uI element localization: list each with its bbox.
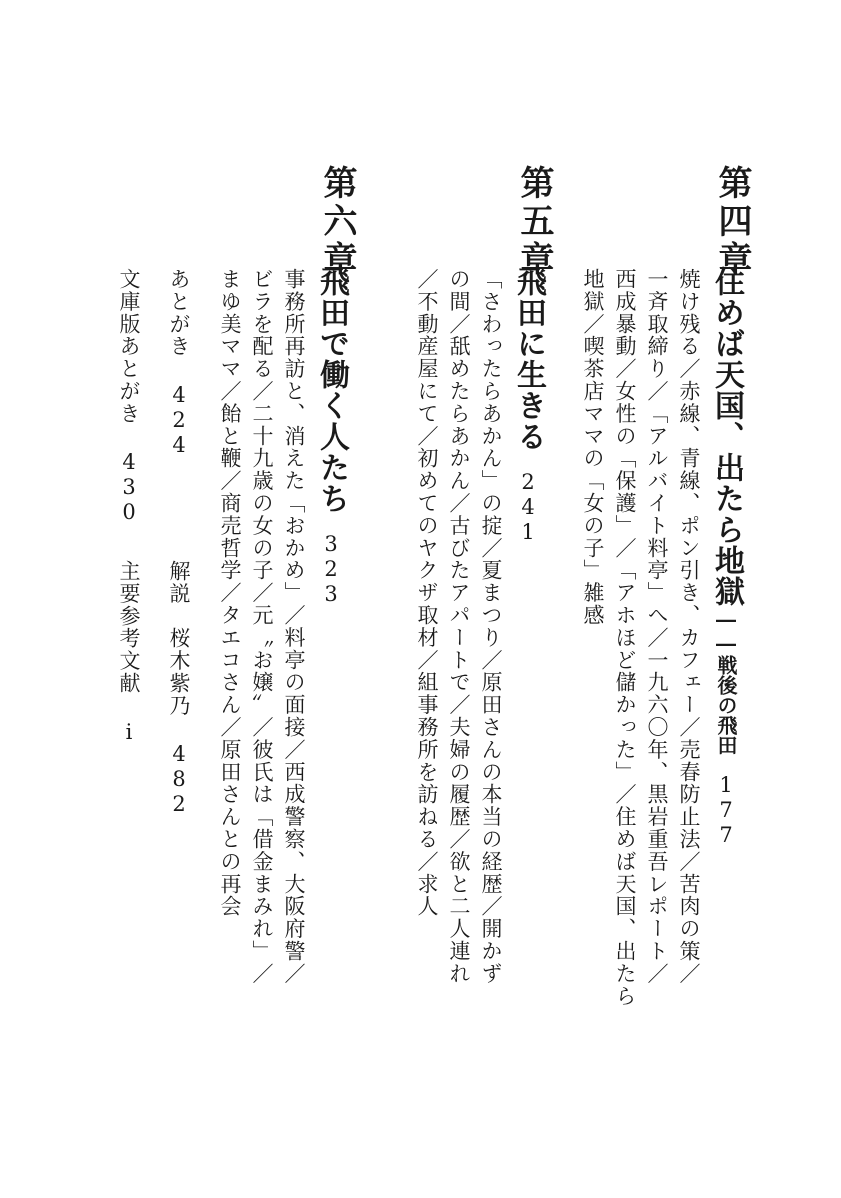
chapter-4-page: 177 — [714, 773, 738, 848]
commentary-page: 482 — [167, 742, 191, 818]
chapter-4-title-line — [709, 266, 744, 848]
chapter-6-contents-line-3: まゆ美ママ／飴と鞭／商売哲学／タエコさん／原田さんとの再会 — [218, 268, 242, 918]
chapter-4-title: 住めば天国、出たら地獄 — [709, 266, 744, 607]
chapter-6-contents-line-1: 事務所再訪と、消えた「おかめ」／料亭の面接／西成警察、大阪府警／ — [282, 268, 306, 985]
afterword-entry — [168, 268, 189, 458]
chapter-4-label: 第四章 — [712, 165, 752, 279]
chapter-4-contents-line-1: 焼け残る／赤線、青線、ポン引き、カフェー／売春防止法／苦肉の策／ — [677, 268, 701, 985]
bunko-afterword-page: 430 — [117, 450, 141, 526]
chapter-5-contents-line-3: ／不動産屋にて／初めてのヤクザ取材／組事務所を訪ねる／求人 — [415, 268, 439, 918]
bibliography-label: 主要参考文献 — [117, 560, 141, 695]
chapter-6-title: 飛田で働く人たち — [314, 266, 349, 514]
chapter-4-contents-line-2: 一斉取締り／「アルバイト料亭」へ／一九六〇年、黒岩重吾レポート／ — [645, 268, 669, 985]
chapter-6-label: 第六章 — [317, 165, 357, 279]
chapter-4-contents-line-4: 地獄／喫茶店ママの「女の子」雑感 — [581, 268, 605, 627]
chapter-4-subtitle: ――戦後の飛田 — [714, 607, 738, 755]
bibliography-entry — [118, 560, 139, 745]
bunko-afterword-entry — [118, 268, 139, 525]
chapter-5-page: 241 — [516, 470, 540, 545]
bibliography-page: i — [117, 719, 141, 745]
chapter-5-title: 飛田に生きる — [511, 266, 546, 452]
chapter-6-title-line — [314, 266, 349, 607]
chapter-6-contents-line-2: ビラを配る／二十九歳の女の子／元〝お嬢〟／彼氏は「借金まみれ」／ — [250, 268, 274, 985]
chapter-6-page: 323 — [319, 532, 343, 607]
chapter-5-contents-line-1: 「さわったらあかん」の掟／夏まつり／原田さんの本当の経歴／開かず — [479, 268, 503, 985]
bunko-afterword-label: 文庫版あとがき — [117, 268, 141, 425]
chapter-5-label: 第五章 — [514, 165, 554, 279]
afterword-label: あとがき — [167, 268, 191, 358]
chapter-5-contents-line-2: の間／舐めたらあかん／古びたアパートで／夫婦の履歴／欲と二人連れ — [447, 268, 471, 985]
afterword-page: 424 — [167, 383, 191, 459]
chapter-4-contents-line-3: 西成暴動／女性の「保護」／「アホほど儲かった」／住めば天国、出たら — [613, 268, 637, 1008]
commentary-entry — [168, 560, 189, 817]
chapter-5-title-line — [511, 266, 546, 545]
commentary-label: 解説 桜木紫乃 — [167, 560, 191, 717]
